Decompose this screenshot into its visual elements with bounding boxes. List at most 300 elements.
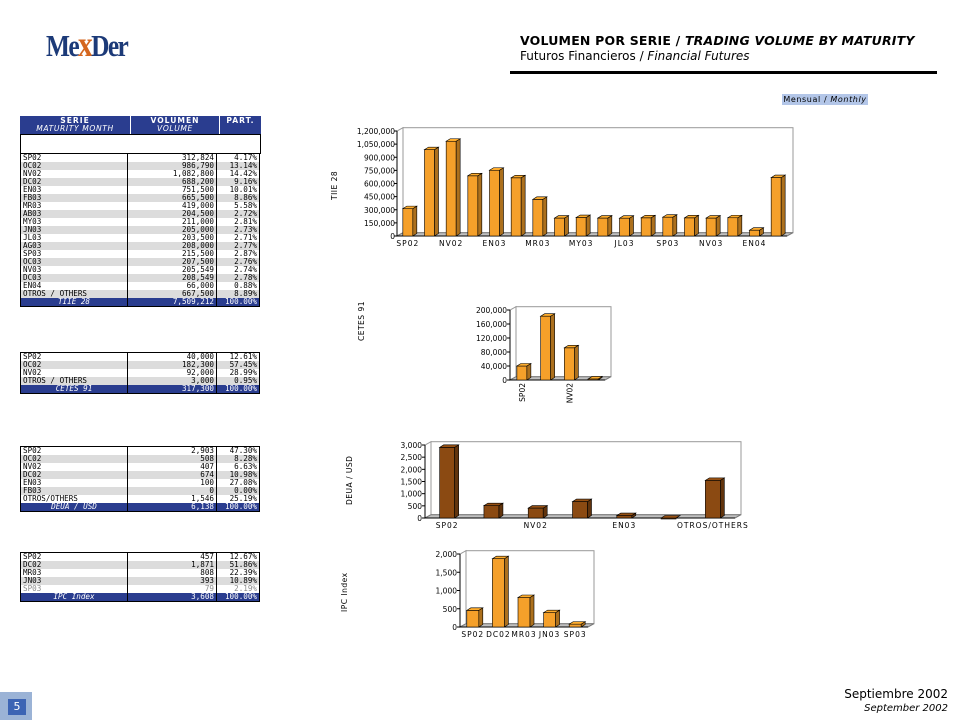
chart-bar xyxy=(541,316,551,380)
table-row xyxy=(21,361,260,369)
chart-bar-top xyxy=(484,503,503,506)
total-row xyxy=(21,385,260,394)
chart-bar xyxy=(425,150,435,236)
y-tick-label: 450,000 xyxy=(363,192,395,202)
x-tick-label: NV02 xyxy=(439,239,464,248)
chart-bar-side xyxy=(479,608,483,627)
serie-cell: OC02 xyxy=(21,361,128,369)
page-number: 5 xyxy=(8,699,26,715)
share-cell: 13.14% xyxy=(217,162,260,170)
x-tick-label: NV02 xyxy=(523,521,548,530)
chart-bar-top xyxy=(440,445,459,448)
share-cell: 2.73% xyxy=(217,226,260,234)
x-tick-label: SP02 xyxy=(517,383,527,402)
chart-bar xyxy=(528,508,543,518)
x-tick-label: MR03 xyxy=(511,630,537,639)
chart-bar-side xyxy=(716,216,720,236)
table-row xyxy=(21,258,260,266)
total-share-cell: 100.00% xyxy=(217,298,260,307)
period-en: Monthly xyxy=(830,95,867,104)
chart-bar-side xyxy=(521,175,525,236)
table-row xyxy=(21,250,260,258)
chart-side-wall xyxy=(425,442,431,518)
chart-bar xyxy=(771,178,781,236)
x-tick-label: SP03 xyxy=(656,239,680,248)
volume-cell: 1,871 xyxy=(128,561,217,569)
x-tick-label: EN03 xyxy=(482,239,507,248)
y-tick-label: 300,000 xyxy=(363,205,395,215)
x-tick-label: JL03 xyxy=(614,239,635,248)
volume-cell: 203,500 xyxy=(128,234,217,242)
share-cell: 8.28% xyxy=(217,455,260,463)
y-tick-label: 0 xyxy=(452,623,457,632)
share-cell: 0.95% xyxy=(217,377,260,385)
chart-bar xyxy=(569,624,581,627)
chart-ipc-ylabel: IPC Index xyxy=(340,572,349,612)
chart-bar-side xyxy=(720,478,724,518)
period-badge xyxy=(782,94,868,105)
volume-cell: 208,000 xyxy=(128,242,217,250)
serie-cell: OTROS/OTHERS xyxy=(21,495,128,503)
serie-cell: OC03 xyxy=(21,258,128,266)
volume-cell: 808 xyxy=(128,569,217,577)
volume-cell: 2,903 xyxy=(128,447,217,456)
serie-cell: MY03 xyxy=(21,218,128,226)
chart-side-wall xyxy=(397,128,403,236)
chart-bar xyxy=(576,218,586,236)
total-volume-cell: 3,608 xyxy=(128,593,217,602)
chart-bar-top xyxy=(617,513,636,516)
chart-bar xyxy=(490,170,500,236)
volume-cell: 205,000 xyxy=(128,226,217,234)
period-es: Mensual xyxy=(783,95,821,104)
y-tick-label: 3,000 xyxy=(400,441,422,450)
chart-bar-side xyxy=(478,173,482,236)
col-maturity-label: MATURITY MONTH xyxy=(36,124,114,133)
x-tick-label: DC02 xyxy=(486,630,511,639)
subtitle-es: Futuros Financieros xyxy=(520,49,636,63)
table-row xyxy=(21,202,260,210)
share-cell: 57.45% xyxy=(217,361,260,369)
chart-cetes91-ylabel: CETES 91 xyxy=(357,301,366,341)
table-row xyxy=(21,495,260,503)
x-tick-label: NV03 xyxy=(699,239,724,248)
chart-bar xyxy=(564,348,574,380)
y-tick-label: 0 xyxy=(390,232,395,241)
chart-bar-side xyxy=(651,215,655,236)
table-row xyxy=(21,178,260,186)
x-tick-label: EN03 xyxy=(612,521,637,530)
footer-date-es: Septiembre 2002 xyxy=(844,687,948,701)
chart-bar xyxy=(598,218,608,236)
chart-bar xyxy=(468,176,478,236)
total-label-cell: IPC Index xyxy=(21,593,128,602)
serie-cell: OTROS / OTHERS xyxy=(21,290,128,298)
serie-cell: NV03 xyxy=(21,266,128,274)
y-tick-label: 160,000 xyxy=(475,320,507,329)
chart-bar-side xyxy=(781,175,785,236)
serie-cell: AG03 xyxy=(21,242,128,250)
table-row xyxy=(21,585,260,593)
y-tick-label: 40,000 xyxy=(480,362,507,371)
y-tick-label: 2,000 xyxy=(400,465,422,475)
table-row xyxy=(21,226,260,234)
x-tick-label: MY03 xyxy=(568,239,594,248)
serie-cell: DC02 xyxy=(21,178,128,186)
chart-bar xyxy=(685,218,695,236)
cetes91-table xyxy=(20,352,260,394)
y-tick-label: 600,000 xyxy=(363,179,395,189)
x-tick-label: SP02 xyxy=(435,521,459,530)
volume-cell: 79 xyxy=(128,585,217,593)
table-row xyxy=(21,274,260,282)
serie-cell: SP03 xyxy=(21,250,128,258)
total-label-cell: CETES 91 xyxy=(21,385,128,394)
y-tick-label: 750,000 xyxy=(363,166,395,176)
volume-cell: 40,000 xyxy=(128,353,217,362)
total-label-cell: TIIE 28 xyxy=(21,298,128,307)
table-header xyxy=(20,116,261,134)
table-row xyxy=(21,369,260,377)
serie-cell: EN04 xyxy=(21,282,128,290)
share-cell: 10.98% xyxy=(217,471,260,479)
chart-cetes91 xyxy=(455,298,615,413)
volume-cell: 205,549 xyxy=(128,266,217,274)
volume-cell: 419,000 xyxy=(128,202,217,210)
title-separator: / xyxy=(671,33,685,48)
chart-bar xyxy=(728,218,738,236)
table-row xyxy=(21,487,260,495)
serie-cell: DC03 xyxy=(21,274,128,282)
table-row xyxy=(21,218,260,226)
chart-bar-side xyxy=(530,595,534,627)
table-row xyxy=(21,242,260,250)
serie-cell: SP02 xyxy=(21,154,128,163)
col-serie-label: SERIE xyxy=(60,116,90,125)
volume-cell: 457 xyxy=(128,553,217,562)
share-cell: 10.89% xyxy=(217,577,260,585)
x-tick-label: SP02 xyxy=(461,630,485,639)
volume-cell: 312,824 xyxy=(128,154,217,163)
footer-date-en: September 2002 xyxy=(864,703,948,714)
chart-tiie28 xyxy=(340,126,800,246)
y-tick-label: 1,500 xyxy=(435,568,457,578)
chart-bar xyxy=(663,217,673,236)
chart-bar-side xyxy=(608,216,612,236)
title-es: VOLUMEN POR SERIE xyxy=(520,33,672,48)
share-cell: 2.76% xyxy=(217,258,260,266)
header-rule xyxy=(510,71,937,74)
chart-bar-side xyxy=(556,610,560,627)
y-tick-label: 2,500 xyxy=(400,453,422,463)
y-tick-label: 900,000 xyxy=(363,153,395,163)
subtitle-en: Financial Futures xyxy=(647,49,750,63)
chart-bar-top xyxy=(528,506,547,509)
serie-cell: EN03 xyxy=(21,479,128,487)
share-cell: 5.58% xyxy=(217,202,260,210)
chart-bar-side xyxy=(673,215,677,236)
serie-cell: NV02 xyxy=(21,463,128,471)
share-cell: 2.77% xyxy=(217,242,260,250)
serie-cell: NV02 xyxy=(21,369,128,377)
chart-bar-side xyxy=(738,215,742,236)
y-tick-label: 150,000 xyxy=(363,218,395,228)
chart-deua-ylabel: DEUA / USD xyxy=(345,455,354,505)
table-row xyxy=(21,447,260,456)
table-row xyxy=(21,290,260,298)
chart-bar-side xyxy=(586,215,590,236)
share-cell: 2.87% xyxy=(217,250,260,258)
chart-bar xyxy=(517,366,527,380)
serie-cell: SP03 xyxy=(21,585,128,593)
volume-cell: 211,000 xyxy=(128,218,217,226)
chart-bar-side xyxy=(413,206,417,236)
x-tick-label: EN04 xyxy=(742,239,767,248)
chart-side-wall xyxy=(460,551,466,627)
chart-bar xyxy=(617,516,632,518)
table-row xyxy=(21,455,260,463)
share-cell: 0.00% xyxy=(217,487,260,495)
chart-deua-usd xyxy=(360,438,750,533)
chart-bar xyxy=(492,559,504,627)
share-cell: 2.71% xyxy=(217,234,260,242)
total-label-cell: DEUA / USD xyxy=(21,503,128,512)
serie-cell: NV02 xyxy=(21,170,128,178)
share-cell: 47.30% xyxy=(217,447,260,456)
total-volume-cell: 317,300 xyxy=(128,385,217,394)
volume-cell: 674 xyxy=(128,471,217,479)
chart-bar xyxy=(544,613,556,627)
chart-bar-side xyxy=(565,216,569,236)
serie-cell: JN03 xyxy=(21,226,128,234)
chart-bar xyxy=(484,506,499,518)
x-tick-label: SP02 xyxy=(396,239,420,248)
chart-bar xyxy=(518,598,530,627)
serie-cell: SP02 xyxy=(21,353,128,362)
table-row xyxy=(21,266,260,274)
chart-bar xyxy=(641,218,651,236)
volume-cell: 66,000 xyxy=(128,282,217,290)
chart-bar-side xyxy=(435,147,439,236)
chart-bar-top xyxy=(573,499,592,502)
volume-cell: 207,500 xyxy=(128,258,217,266)
col-volume-label: VOLUME xyxy=(157,124,193,133)
share-cell: 2.78% xyxy=(217,274,260,282)
volume-cell: 508 xyxy=(128,455,217,463)
y-tick-label: 1,000 xyxy=(400,489,422,499)
total-row xyxy=(21,298,260,307)
share-cell: 2.74% xyxy=(217,266,260,274)
total-share-cell: 100.00% xyxy=(217,593,260,602)
total-row xyxy=(21,503,260,512)
chart-bar-side xyxy=(456,139,460,236)
y-tick-label: 500 xyxy=(442,604,457,614)
volume-cell: 688,200 xyxy=(128,178,217,186)
table-row xyxy=(21,162,260,170)
chart-bar xyxy=(706,218,716,236)
chart-bar-side xyxy=(630,216,634,236)
y-tick-label: 120,000 xyxy=(475,334,507,343)
col-part-label: PART. xyxy=(226,116,255,125)
y-tick-label: 2,000 xyxy=(435,550,457,559)
volume-cell: 407 xyxy=(128,463,217,471)
col-volumen-label: VOLUMEN xyxy=(150,116,200,125)
volume-cell: 3,000 xyxy=(128,377,217,385)
title-en: TRADING VOLUME BY MATURITY xyxy=(684,33,915,48)
volume-cell: 393 xyxy=(128,577,217,585)
serie-cell: OC02 xyxy=(21,455,128,463)
total-row xyxy=(21,593,260,602)
table-row xyxy=(21,479,260,487)
volume-cell: 667,500 xyxy=(128,290,217,298)
chart-bar xyxy=(440,447,455,518)
share-cell: 2.81% xyxy=(217,218,260,226)
chart-bar-side xyxy=(504,556,508,627)
chart-bar xyxy=(533,199,543,236)
chart-tiie28-ylabel: TIIE 28 xyxy=(330,170,339,200)
chart-bar xyxy=(573,502,588,518)
chart-bar-side xyxy=(455,445,459,518)
volume-cell: 986,790 xyxy=(128,162,217,170)
subtitle-separator: / xyxy=(635,49,648,63)
volume-cell: 208,549 xyxy=(128,274,217,282)
volume-cell: 751,500 xyxy=(128,186,217,194)
serie-cell: EN03 xyxy=(21,186,128,194)
chart-side-wall xyxy=(510,307,516,380)
chart-bar-side xyxy=(551,314,555,380)
volume-cell: 92,000 xyxy=(128,369,217,377)
volume-cell: 0 xyxy=(128,487,217,495)
share-cell: 12.61% xyxy=(217,353,260,362)
x-tick-label: OTROS/OTHERS xyxy=(676,521,749,530)
table-row xyxy=(21,353,260,362)
table-row xyxy=(21,194,260,202)
table-row xyxy=(21,210,260,218)
serie-cell: MR03 xyxy=(21,569,128,577)
tiie28-table xyxy=(20,153,260,307)
serie-cell: SP02 xyxy=(21,553,128,562)
share-cell: 10.01% xyxy=(217,186,260,194)
y-tick-label: 1,200,000 xyxy=(356,127,395,136)
x-tick-label: JN03 xyxy=(538,630,561,639)
share-cell: 4.17% xyxy=(217,154,260,163)
period-separator: / xyxy=(820,95,831,104)
share-cell: 8.86% xyxy=(217,194,260,202)
share-cell: 28.99% xyxy=(217,369,260,377)
serie-cell: JN03 xyxy=(21,577,128,585)
chart-bar xyxy=(750,230,760,236)
y-tick-label: 80,000 xyxy=(480,348,507,357)
deua-usd-table xyxy=(20,446,260,512)
share-cell: 51.86% xyxy=(217,561,260,569)
chart-bar xyxy=(705,480,720,518)
chart-bar-side xyxy=(500,168,504,236)
table-row xyxy=(21,463,260,471)
y-tick-label: 0 xyxy=(502,376,507,385)
volume-cell: 215,500 xyxy=(128,250,217,258)
share-cell: 27.08% xyxy=(217,479,260,487)
y-tick-label: 0 xyxy=(417,514,422,523)
serie-cell: FB03 xyxy=(21,194,128,202)
table-row xyxy=(21,170,260,178)
y-tick-label: 200,000 xyxy=(475,306,507,315)
y-tick-label: 1,000 xyxy=(435,586,457,596)
share-cell: 25.19% xyxy=(217,495,260,503)
serie-cell: SP02 xyxy=(21,447,128,456)
chart-bar xyxy=(511,178,521,236)
volume-cell: 204,500 xyxy=(128,210,217,218)
x-tick-label: SP03 xyxy=(563,630,587,639)
chart-bar xyxy=(620,218,630,236)
serie-cell: DC02 xyxy=(21,561,128,569)
total-volume-cell: 7,509,212 xyxy=(128,298,217,307)
table-row xyxy=(21,234,260,242)
share-cell: 9.16% xyxy=(217,178,260,186)
share-cell: 2.72% xyxy=(217,210,260,218)
serie-cell: AB03 xyxy=(21,210,128,218)
volume-cell: 1,546 xyxy=(128,495,217,503)
volume-cell: 665,500 xyxy=(128,194,217,202)
chart-bar-side xyxy=(695,215,699,236)
y-tick-label: 500 xyxy=(407,501,422,511)
share-cell: 14.42% xyxy=(217,170,260,178)
chart-bar xyxy=(403,209,413,236)
page-title xyxy=(520,33,915,48)
table-row xyxy=(21,561,260,569)
serie-cell: OTROS / OTHERS xyxy=(21,377,128,385)
volume-cell: 1,082,800 xyxy=(128,170,217,178)
serie-cell: FB03 xyxy=(21,487,128,495)
share-cell: 6.63% xyxy=(217,463,260,471)
chart-bar xyxy=(555,218,565,236)
serie-cell: JL03 xyxy=(21,234,128,242)
chart-bar xyxy=(446,141,456,236)
page-subtitle xyxy=(520,49,750,63)
chart-bar-side xyxy=(588,499,592,518)
table-row xyxy=(21,377,260,385)
table-row xyxy=(21,471,260,479)
chart-bar-top xyxy=(705,478,724,481)
x-tick-label: NV02 xyxy=(565,383,575,404)
chart-ipc-index xyxy=(420,548,620,646)
volume-cell: 182,300 xyxy=(128,361,217,369)
share-cell: 2.19% xyxy=(217,585,260,593)
serie-cell: MR03 xyxy=(21,202,128,210)
y-tick-label: 1,050,000 xyxy=(356,140,395,150)
share-cell: 12.67% xyxy=(217,553,260,562)
chart-bar-top xyxy=(661,516,680,519)
mexder-logo: MexDer xyxy=(46,24,128,64)
total-volume-cell: 6,138 xyxy=(128,503,217,512)
chart-bar xyxy=(467,610,479,627)
share-cell: 22.39% xyxy=(217,569,260,577)
table-row xyxy=(21,282,260,290)
total-share-cell: 100.00% xyxy=(217,385,260,394)
chart-bar-side xyxy=(574,345,578,380)
volume-cell: 100 xyxy=(128,479,217,487)
share-cell: 0.88% xyxy=(217,282,260,290)
x-tick-label: MR03 xyxy=(525,239,551,248)
table-row xyxy=(21,553,260,562)
total-share-cell: 100.00% xyxy=(217,503,260,512)
share-cell: 8.89% xyxy=(217,290,260,298)
y-tick-label: 1,500 xyxy=(400,477,422,487)
serie-cell: DC02 xyxy=(21,471,128,479)
ipc-index-table xyxy=(20,552,260,602)
chart-bar-side xyxy=(543,197,547,236)
serie-cell: OC02 xyxy=(21,162,128,170)
table-row xyxy=(21,577,260,585)
